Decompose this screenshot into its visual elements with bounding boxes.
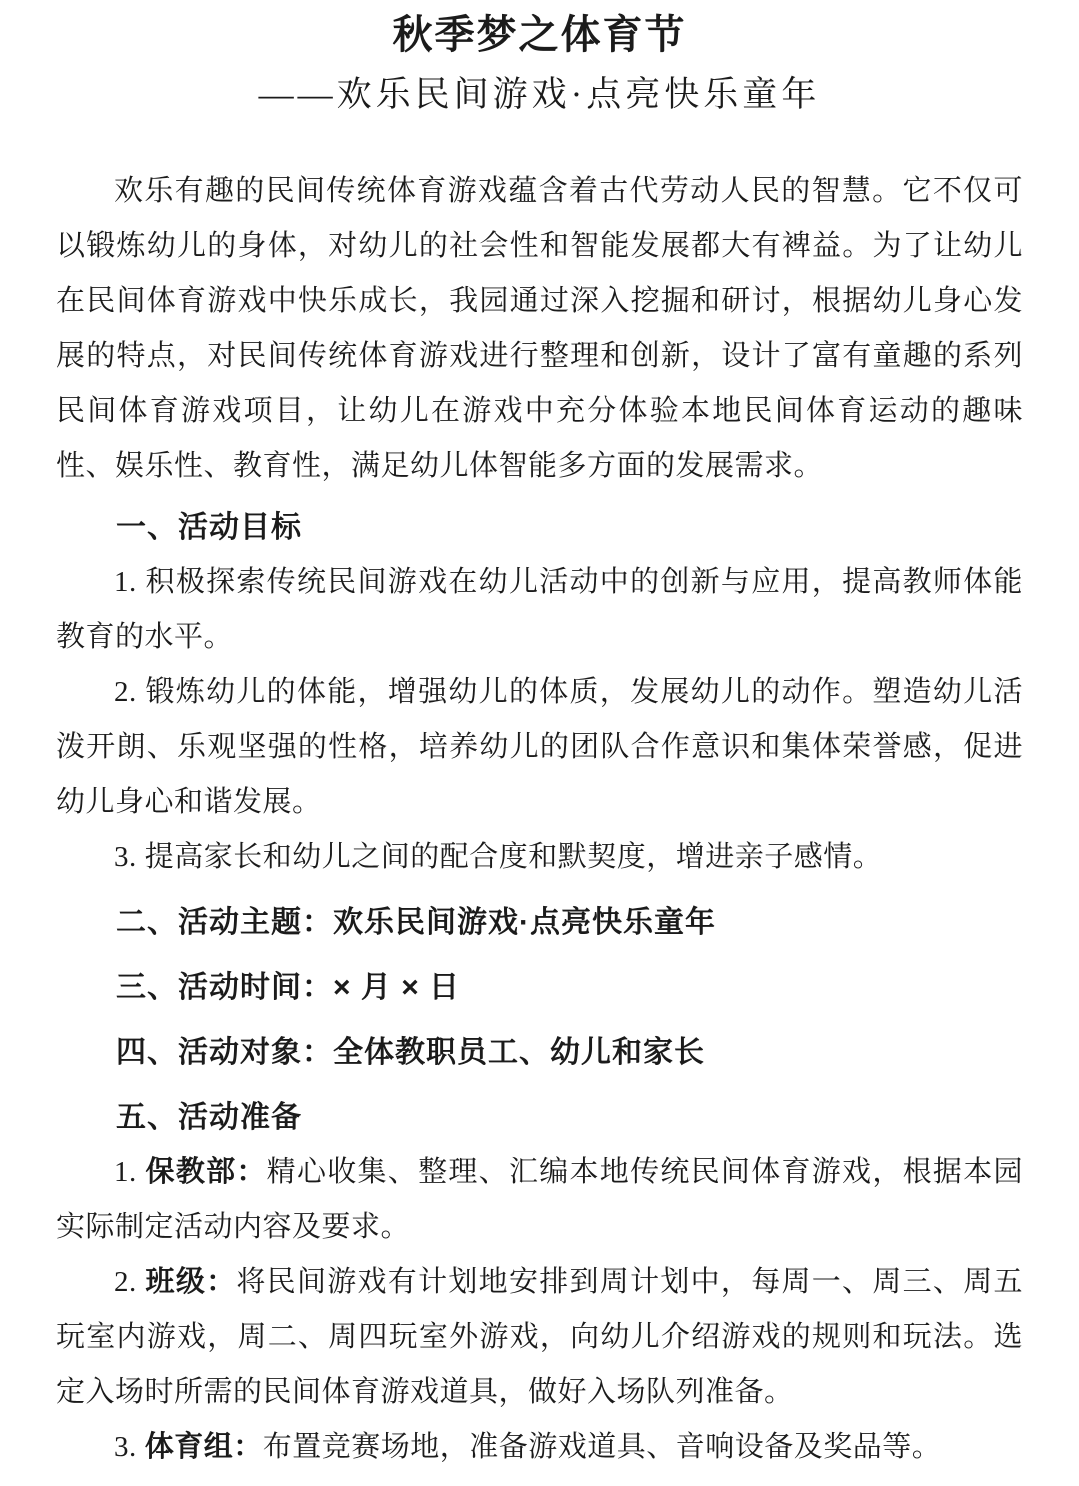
section-heading-goals: 一、活动目标	[116, 511, 302, 544]
prep-text: 将民间游戏有计划地安排到周计划中，每周一、周三、周五玩室内游戏，周二、周四玩室外游戏，向幼儿介绍游戏的规则和玩法。选定入场时所需的民间体育游戏道具，做好入场队列准备。	[56, 1266, 1023, 1408]
goal-item	[56, 665, 1023, 830]
prep-label: 保教部：	[144, 1156, 267, 1188]
section-heading-prep: 五、活动准备	[116, 1101, 302, 1134]
prep-text: 精心收集、整理、汇编本地传统民间体育游戏，根据本园实际制定活动内容及要求。	[56, 1156, 1023, 1243]
doc-title: 秋季梦之体育节	[392, 13, 687, 57]
goal-number: 3.	[114, 841, 137, 873]
prep-item	[56, 1255, 1023, 1420]
goal-number: 2.	[114, 676, 137, 708]
section-heading-theme: 二、活动主题：欢乐民间游戏·点亮快乐童年	[116, 906, 716, 939]
goal-text: 提高家长和幼儿之间的配合度和默契度，增进亲子感情。	[144, 841, 883, 873]
doc-subtitle: ——欢乐民间游戏·点亮快乐童年	[258, 75, 821, 114]
prep-item	[56, 1420, 1023, 1475]
goal-item	[56, 830, 1023, 885]
prep-item	[56, 1145, 1023, 1255]
prep-label: 班级：	[144, 1266, 237, 1298]
intro-paragraph: 欢乐有趣的民间传统体育游戏蕴含着古代劳动人民的智慧。它不仅可以锻炼幼儿的身体，对幼儿的社会性和智能发展都大有裨益。为了让幼儿在民间体育游戏中快乐成长，我园通过深入挖掘和研讨，根据幼儿身心发展的特点，对民间传统体育游戏进行整理和创新，设计了富有童趣的系列民间体育游戏项目，让幼儿在游戏中充分体验本地民间体育运动的趣味性、娱乐性、教育性，满足幼儿体智能多方面的发展需求。	[56, 175, 1023, 482]
prep-label: 体育组：	[144, 1431, 263, 1463]
section-heading-audience: 四、活动对象：全体教职员工、幼儿和家长	[116, 1036, 705, 1069]
prep-text: 布置竞赛场地，准备游戏道具、音响设备及奖品等。	[262, 1431, 942, 1463]
prep-number: 2.	[114, 1266, 137, 1298]
goal-number: 1.	[114, 566, 137, 598]
section-heading-time: 三、活动时间：× 月 × 日	[116, 971, 461, 1004]
goal-text: 锻炼幼儿的体能，增强幼儿的体质，发展幼儿的动作。塑造幼儿活泼开朗、乐观坚强的性格，培养幼儿的团队合作意识和集体荣誉感，促进幼儿身心和谐发展。	[56, 676, 1023, 818]
goal-text: 积极探索传统民间游戏在幼儿活动中的创新与应用，提高教师体能教育的水平。	[56, 566, 1023, 653]
prep-number: 1.	[114, 1156, 137, 1188]
goal-item	[56, 555, 1023, 665]
prep-number: 3.	[114, 1431, 137, 1463]
